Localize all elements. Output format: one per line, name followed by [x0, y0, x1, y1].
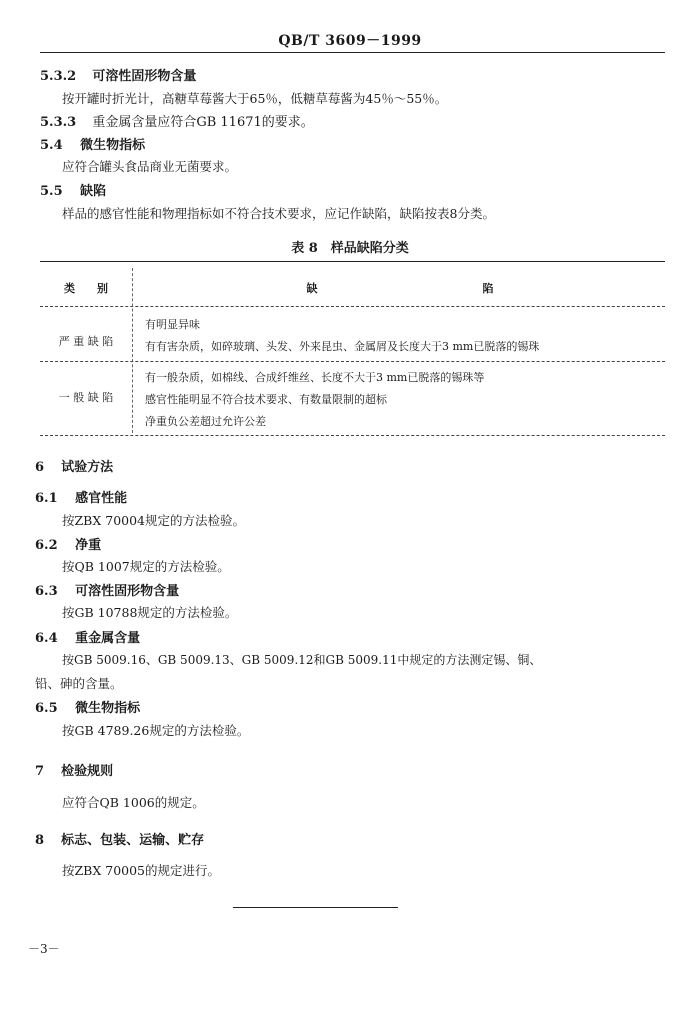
standard-code-header: QB/T 3609－1999 — [278, 33, 422, 49]
section-title: 试验方法 — [61, 460, 114, 475]
section-6-5-text: 按GB 4789.26规定的方法检验。 — [62, 723, 250, 738]
end-rule — [233, 907, 398, 908]
section-title: 微生物指标 — [75, 701, 141, 716]
section-6-5-heading — [35, 697, 140, 716]
section-8-text: 按ZBX 70005的规定进行。 — [62, 863, 221, 878]
section-title: 可溶性固形物含量 — [75, 584, 180, 599]
section-number: 5.3.3 — [40, 115, 77, 130]
section-title: 可溶性固形物含量 — [92, 69, 197, 84]
section-number: 6 — [35, 460, 45, 475]
section-title: 标志、包装、运输、贮存 — [61, 833, 205, 848]
table-header-defect: 缺 陷 — [306, 282, 494, 295]
section-6-4-text-line-2: 铅、砷的含量。 — [35, 676, 123, 691]
section-5-4-heading — [40, 134, 145, 153]
section-6-2-text: 按QB 1007规定的方法检验。 — [62, 559, 230, 574]
section-title: 缺陷 — [80, 184, 107, 199]
section-number: 7 — [35, 764, 45, 779]
table-row-general-item-1: 有一般杂质，如棉线、合成纤维丝、长度不大于3 mm已脱落的锡珠等 — [145, 371, 485, 384]
section-7-text: 应符合QB 1006的规定。 — [62, 795, 205, 810]
section-6-4-heading — [35, 627, 140, 646]
section-number: 6.1 — [35, 491, 58, 506]
table-row-serious-item-1: 有明显异味 — [145, 318, 200, 331]
section-number: 6.3 — [35, 584, 58, 599]
section-number: 6.5 — [35, 701, 58, 716]
table-top-rule — [40, 261, 665, 262]
section-5-3-2-heading — [40, 65, 196, 84]
section-number: 5.3.2 — [40, 69, 77, 84]
section-6-3-heading — [35, 580, 179, 599]
table-row-general-item-3: 净重负公差超过允许公差 — [145, 415, 266, 428]
table-column-separator — [132, 268, 133, 433]
table-header-category: 类 别 — [64, 282, 108, 295]
section-5-3-2-text: 按开罐时折光计，高糖草莓酱大于65％，低糖草莓酱为45％～55％。 — [62, 91, 448, 106]
section-title: 检验规则 — [61, 764, 114, 779]
table-row-general-item-2: 感官性能明显不符合技术要求、有数量限制的超标 — [145, 393, 387, 406]
table-bottom-rule — [40, 435, 665, 436]
section-6-heading — [35, 456, 113, 475]
page-number: －3－ — [28, 942, 60, 956]
table-row-rule — [40, 361, 665, 362]
table-row-serious-item-2: 有有害杂质，如碎玻璃、头发、外来昆虫、金属屑及长度大于3 mm已脱落的锡珠 — [145, 340, 540, 353]
table-caption: 表 8 样品缺陷分类 — [291, 241, 409, 256]
section-6-4-text-line-1: 按GB 5009.16、GB 5009.13、GB 5009.12和GB 5009.11中规定的方法测定锡、铜、 — [62, 653, 542, 667]
section-5-5-heading — [40, 180, 106, 199]
section-7-heading — [35, 760, 113, 779]
header-rule — [40, 52, 665, 53]
section-number: 5.5 — [40, 184, 63, 199]
section-6-1-text: 按ZBX 70004规定的方法检验。 — [62, 513, 246, 528]
section-title: 感官性能 — [75, 491, 128, 506]
section-title: 净重 — [75, 538, 102, 553]
section-6-3-text: 按GB 10788规定的方法检验。 — [62, 605, 238, 620]
section-text: 重金属含量应符合GB 11671的要求。 — [92, 115, 314, 130]
section-5-4-text: 应符合罐头食品商业无菌要求。 — [62, 159, 238, 174]
section-5-3-3 — [40, 111, 314, 130]
table-row-general-category: 一 般 缺 陷 — [58, 391, 114, 404]
section-8-heading — [35, 829, 204, 848]
table-header-rule — [40, 306, 665, 307]
section-6-2-heading — [35, 534, 101, 553]
section-title: 微生物指标 — [80, 138, 146, 153]
section-number: 6.4 — [35, 631, 58, 646]
section-5-5-text: 样品的感官性能和物理指标如不符合技术要求，应记作缺陷，缺陷按表8分类。 — [62, 206, 495, 221]
section-number: 6.2 — [35, 538, 58, 553]
section-number: 5.4 — [40, 138, 63, 153]
section-6-1-heading — [35, 487, 127, 506]
section-title: 重金属含量 — [75, 631, 141, 646]
section-number: 8 — [35, 833, 45, 848]
table-row-serious-category: 严 重 缺 陷 — [58, 335, 114, 348]
